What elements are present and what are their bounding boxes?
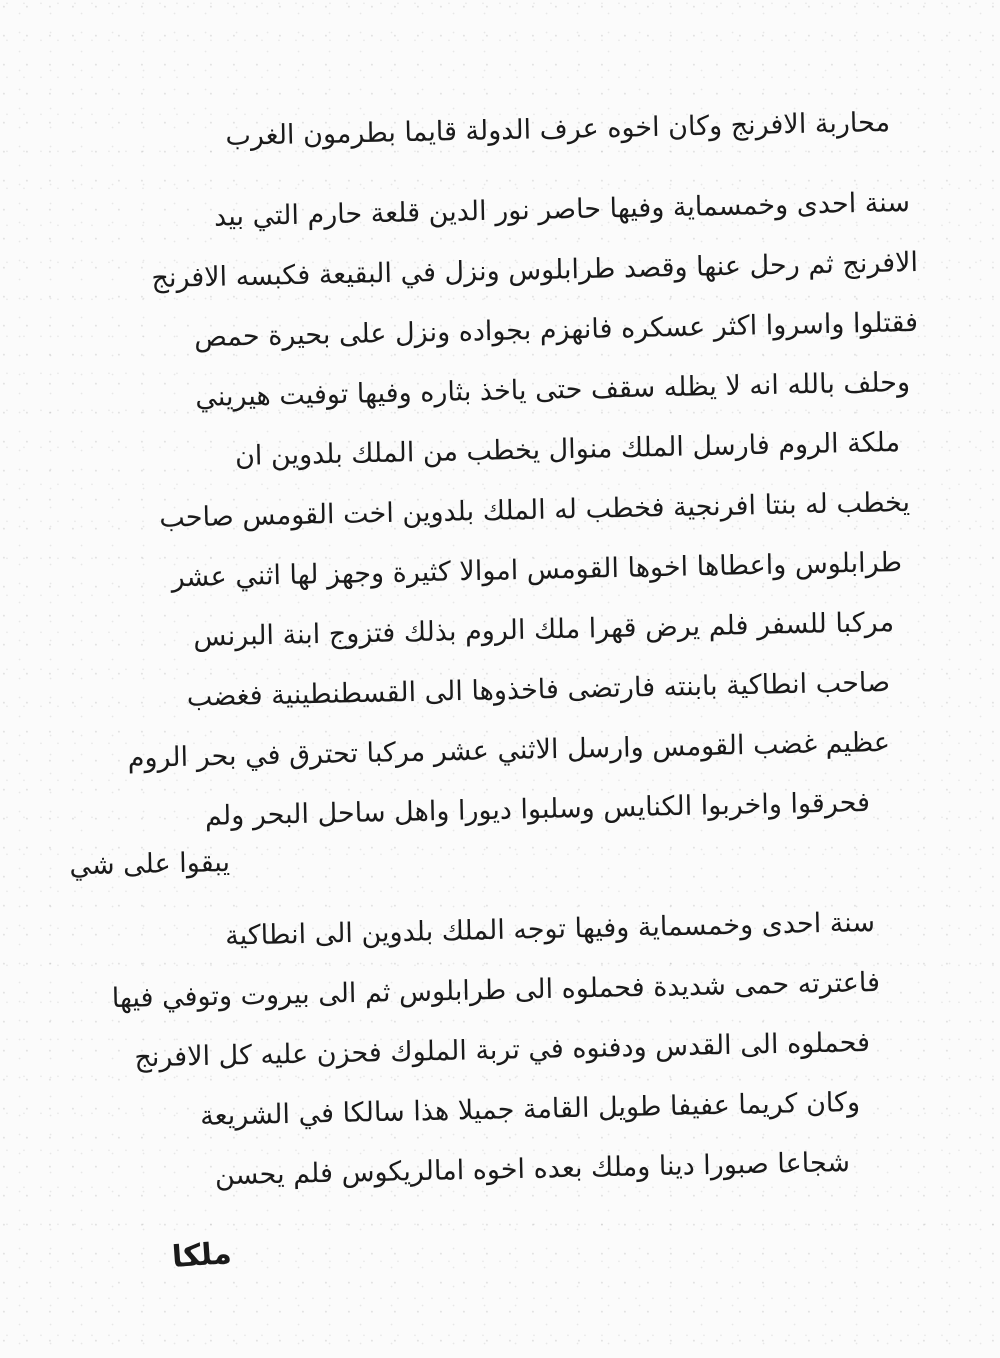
text-line: محاربة الافرنج وكان اخوه عرف الدولة قايما بطرمون الغرب xyxy=(225,107,891,152)
text-line: طرابلوس واعطاها اخوها القومس اموالا كثيرة وجهز لها اثني عشر xyxy=(171,547,903,594)
text-line: فحملوه الى القدس ودفنوه في تربة الملوك فحزن عليه كل الافرنج xyxy=(134,1027,871,1074)
text-line: فقتلوا واسروا اكثر عسكره فانهزم بجواده ونزل على بحيرة حمص xyxy=(193,307,919,354)
text-line: يبقوا على شي xyxy=(69,847,231,882)
catchword: ملكا xyxy=(170,1235,233,1276)
text-line: وكان كريما عفيفا طويل القامة جميلا هذا سالكا في الشريعة xyxy=(199,1087,861,1132)
text-line: الافرنج ثم رحل عنها وقصد طرابلوس ونزل في البقيعة فكبسه الافرنج xyxy=(151,247,919,295)
text-line: صاحب انطاكية بابنته فارتضى فاخذوها الى القسطنطينية فغضب xyxy=(186,667,891,713)
text-line: سنة احدى وخمسماية وفيها توجه الملك بلدوين الى انطاكية xyxy=(224,907,876,952)
text-line: فاعترته حمى شديدة فحملوه الى طرابلوس ثم الى بيروت وتوفي فيها xyxy=(111,967,881,1015)
text-line: فحرقوا واخربوا الكنايس وسلبوا ديورا واهل ساحل البحر ولم xyxy=(204,787,871,832)
text-line: عظيم غضب القومس وارسل الاثني عشر مركبا تحترق في بحر الروم xyxy=(127,727,891,774)
text-line: مركبا للسفر فلم يرض قهرا ملك الروم بذلك فتزوج ابنة البرنس xyxy=(192,607,895,653)
text-line: وحلف بالله انه لا يظله سقف حتى ياخذ بثاره وفيها توفيت هيريني xyxy=(194,367,911,413)
text-line: شجاعا صبورا دينا وملك بعده اخوه امالريكوس فلم يحسن xyxy=(214,1147,851,1192)
text-line: ملكة الروم فارسل الملك منوال يخطب من الملك بلدوين ان xyxy=(234,427,901,472)
text-line: سنة احدى وخمسماية وفيها حاصر نور الدين قلعة حارم التي بيد xyxy=(213,187,911,233)
text-line: يخطب له بنتا افرنجية فخطب له الملك بلدوين اخت القومس صاحب xyxy=(159,487,911,534)
